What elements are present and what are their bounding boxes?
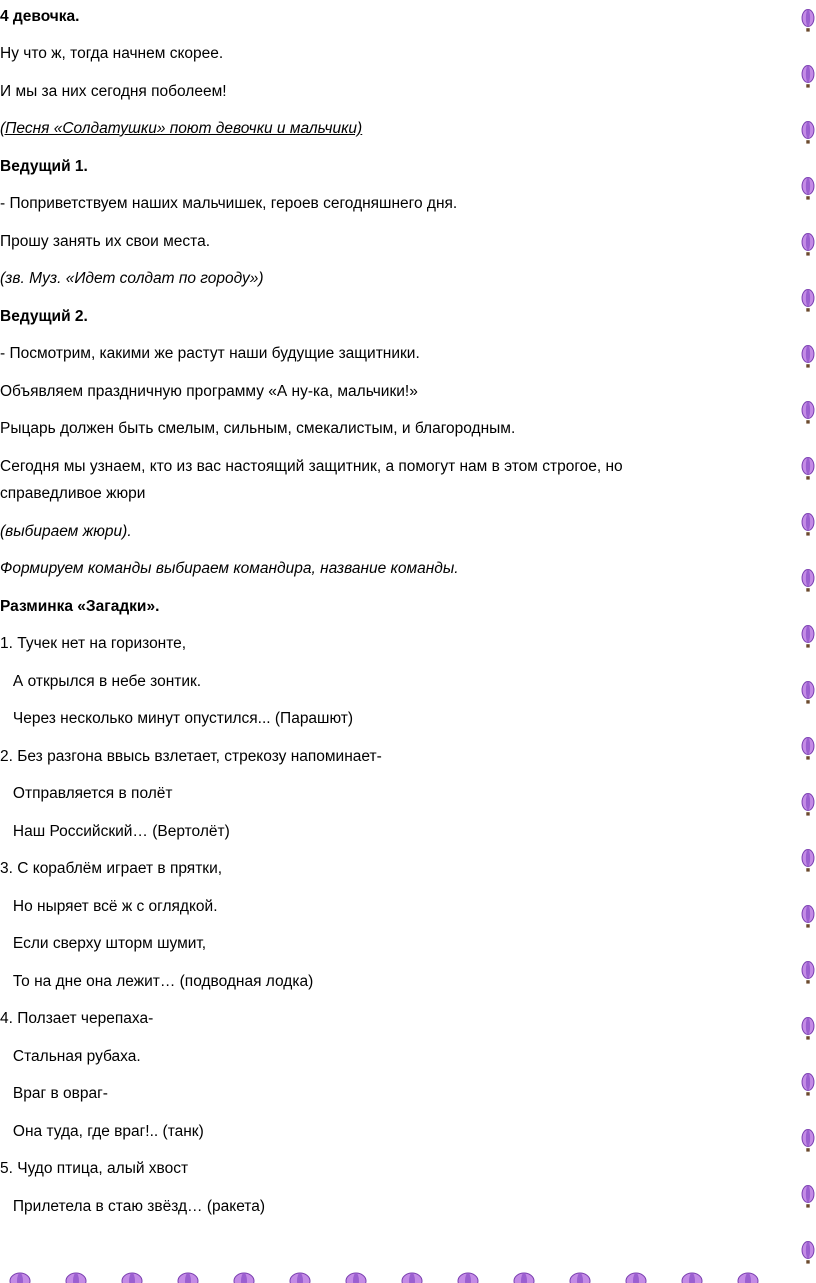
hot-air-balloon-icon [802, 290, 814, 312]
hot-air-balloon-icon [290, 1273, 310, 1283]
hot-air-balloon-icon [626, 1273, 646, 1283]
hot-air-balloon-icon [122, 1273, 142, 1283]
text-line: Объявляем праздничную программу «А ну-ка, мальчики!» [0, 383, 418, 400]
hot-air-balloon-icon [802, 178, 814, 200]
text-line: А открылся в небе зонтик. [0, 673, 202, 690]
text-line: справедливое жюри [0, 485, 146, 502]
hot-air-balloon-icon [802, 122, 814, 144]
text-line: Формируем команды выбираем командира, название команды. [0, 560, 459, 577]
text-line: Через несколько минут опустился... (Парашют) [0, 710, 354, 727]
text-line: - Поприветствуем наших мальчишек, героев сегодняшнего дня. [0, 195, 458, 212]
hot-air-balloon-icon [10, 1273, 30, 1283]
text-line: 5. Чудо птица, алый хвост [0, 1160, 189, 1177]
text-line: Стальная рубаха. [0, 1048, 141, 1065]
text-line: Если сверху шторм шумит, [0, 935, 207, 952]
section-heading: Разминка «Загадки». [0, 598, 160, 615]
hot-air-balloon-icon [802, 10, 814, 32]
text-line: Враг в овраг- [0, 1085, 108, 1102]
hot-air-balloon-icon [682, 1273, 702, 1283]
text-line: Сегодня мы узнаем, кто из вас настоящий защитник, а помогут нам в этом строгое, но [0, 458, 623, 475]
hot-air-balloon-icon [570, 1273, 590, 1283]
hot-air-balloon-icon [802, 794, 814, 816]
hot-air-balloon-icon [514, 1273, 534, 1283]
text-line: (выбираем жюри). [0, 523, 132, 540]
hot-air-balloon-icon [802, 1242, 814, 1264]
hot-air-balloon-icon [738, 1273, 758, 1283]
hot-air-balloon-icon [802, 738, 814, 760]
balloon-border-bottom [0, 1269, 816, 1283]
hot-air-balloon-icon [234, 1273, 254, 1283]
hot-air-balloon-icon [802, 458, 814, 480]
hot-air-balloon-icon [802, 962, 814, 984]
text-line: Она туда, где враг!.. (танк) [0, 1123, 204, 1140]
hot-air-balloon-icon [802, 234, 814, 256]
text-line: Рыцарь должен быть смелым, сильным, смекалистым, и благородным. [0, 420, 516, 437]
section-heading: Ведущий 2. [0, 308, 88, 325]
text-line: - Посмотрим, какими же растут наши будущие защитники. [0, 345, 420, 362]
text-line: Но ныряет всё ж с оглядкой. [0, 898, 218, 915]
hot-air-balloon-icon [802, 626, 814, 648]
hot-air-balloon-icon [402, 1273, 422, 1283]
text-line: (Песня «Солдатушки» поют девочки и мальчики) [0, 120, 363, 137]
text-line: 4. Ползает черепаха- [0, 1010, 154, 1027]
hot-air-balloon-icon [802, 850, 814, 872]
hot-air-balloon-icon [802, 66, 814, 88]
text-line: 3. С кораблём играет в прятки, [0, 860, 223, 877]
hot-air-balloon-icon [178, 1273, 198, 1283]
text-line: Прилетела в стаю звёзд… (ракета) [0, 1198, 266, 1215]
hot-air-balloon-icon [802, 514, 814, 536]
hot-air-balloon-icon [66, 1273, 86, 1283]
text-line: То на дне она лежит… (подводная лодка) [0, 973, 314, 990]
text-line: Прошу занять их свои места. [0, 233, 211, 250]
hot-air-balloon-icon [802, 402, 814, 424]
text-line: И мы за них сегодня поболеем! [0, 83, 227, 100]
hot-air-balloon-icon [458, 1273, 478, 1283]
section-heading: Ведущий 1. [0, 158, 88, 175]
hot-air-balloon-icon [802, 1130, 814, 1152]
text-line: Отправляется в полёт [0, 785, 173, 802]
hot-air-balloon-icon [802, 1018, 814, 1040]
hot-air-balloon-icon [802, 570, 814, 592]
hot-air-balloon-icon [802, 906, 814, 928]
hot-air-balloon-icon [346, 1273, 366, 1283]
hot-air-balloon-icon [802, 1186, 814, 1208]
text-line: (зв. Муз. «Идет солдат по городу») [0, 270, 264, 287]
text-line: Наш Российский… (Вертолёт) [0, 823, 230, 840]
hot-air-balloon-icon [802, 346, 814, 368]
text-line: 1. Тучек нет на горизонте, [0, 635, 187, 652]
hot-air-balloon-icon [802, 1074, 814, 1096]
hot-air-balloon-icon [802, 682, 814, 704]
text-line: 2. Без разгона ввысь взлетает, стрекозу напоминает- [0, 748, 382, 765]
balloon-border-right [798, 0, 816, 1283]
section-heading: 4 девочка. [0, 8, 80, 25]
text-line: Ну что ж, тогда начнем скорее. [0, 45, 224, 62]
